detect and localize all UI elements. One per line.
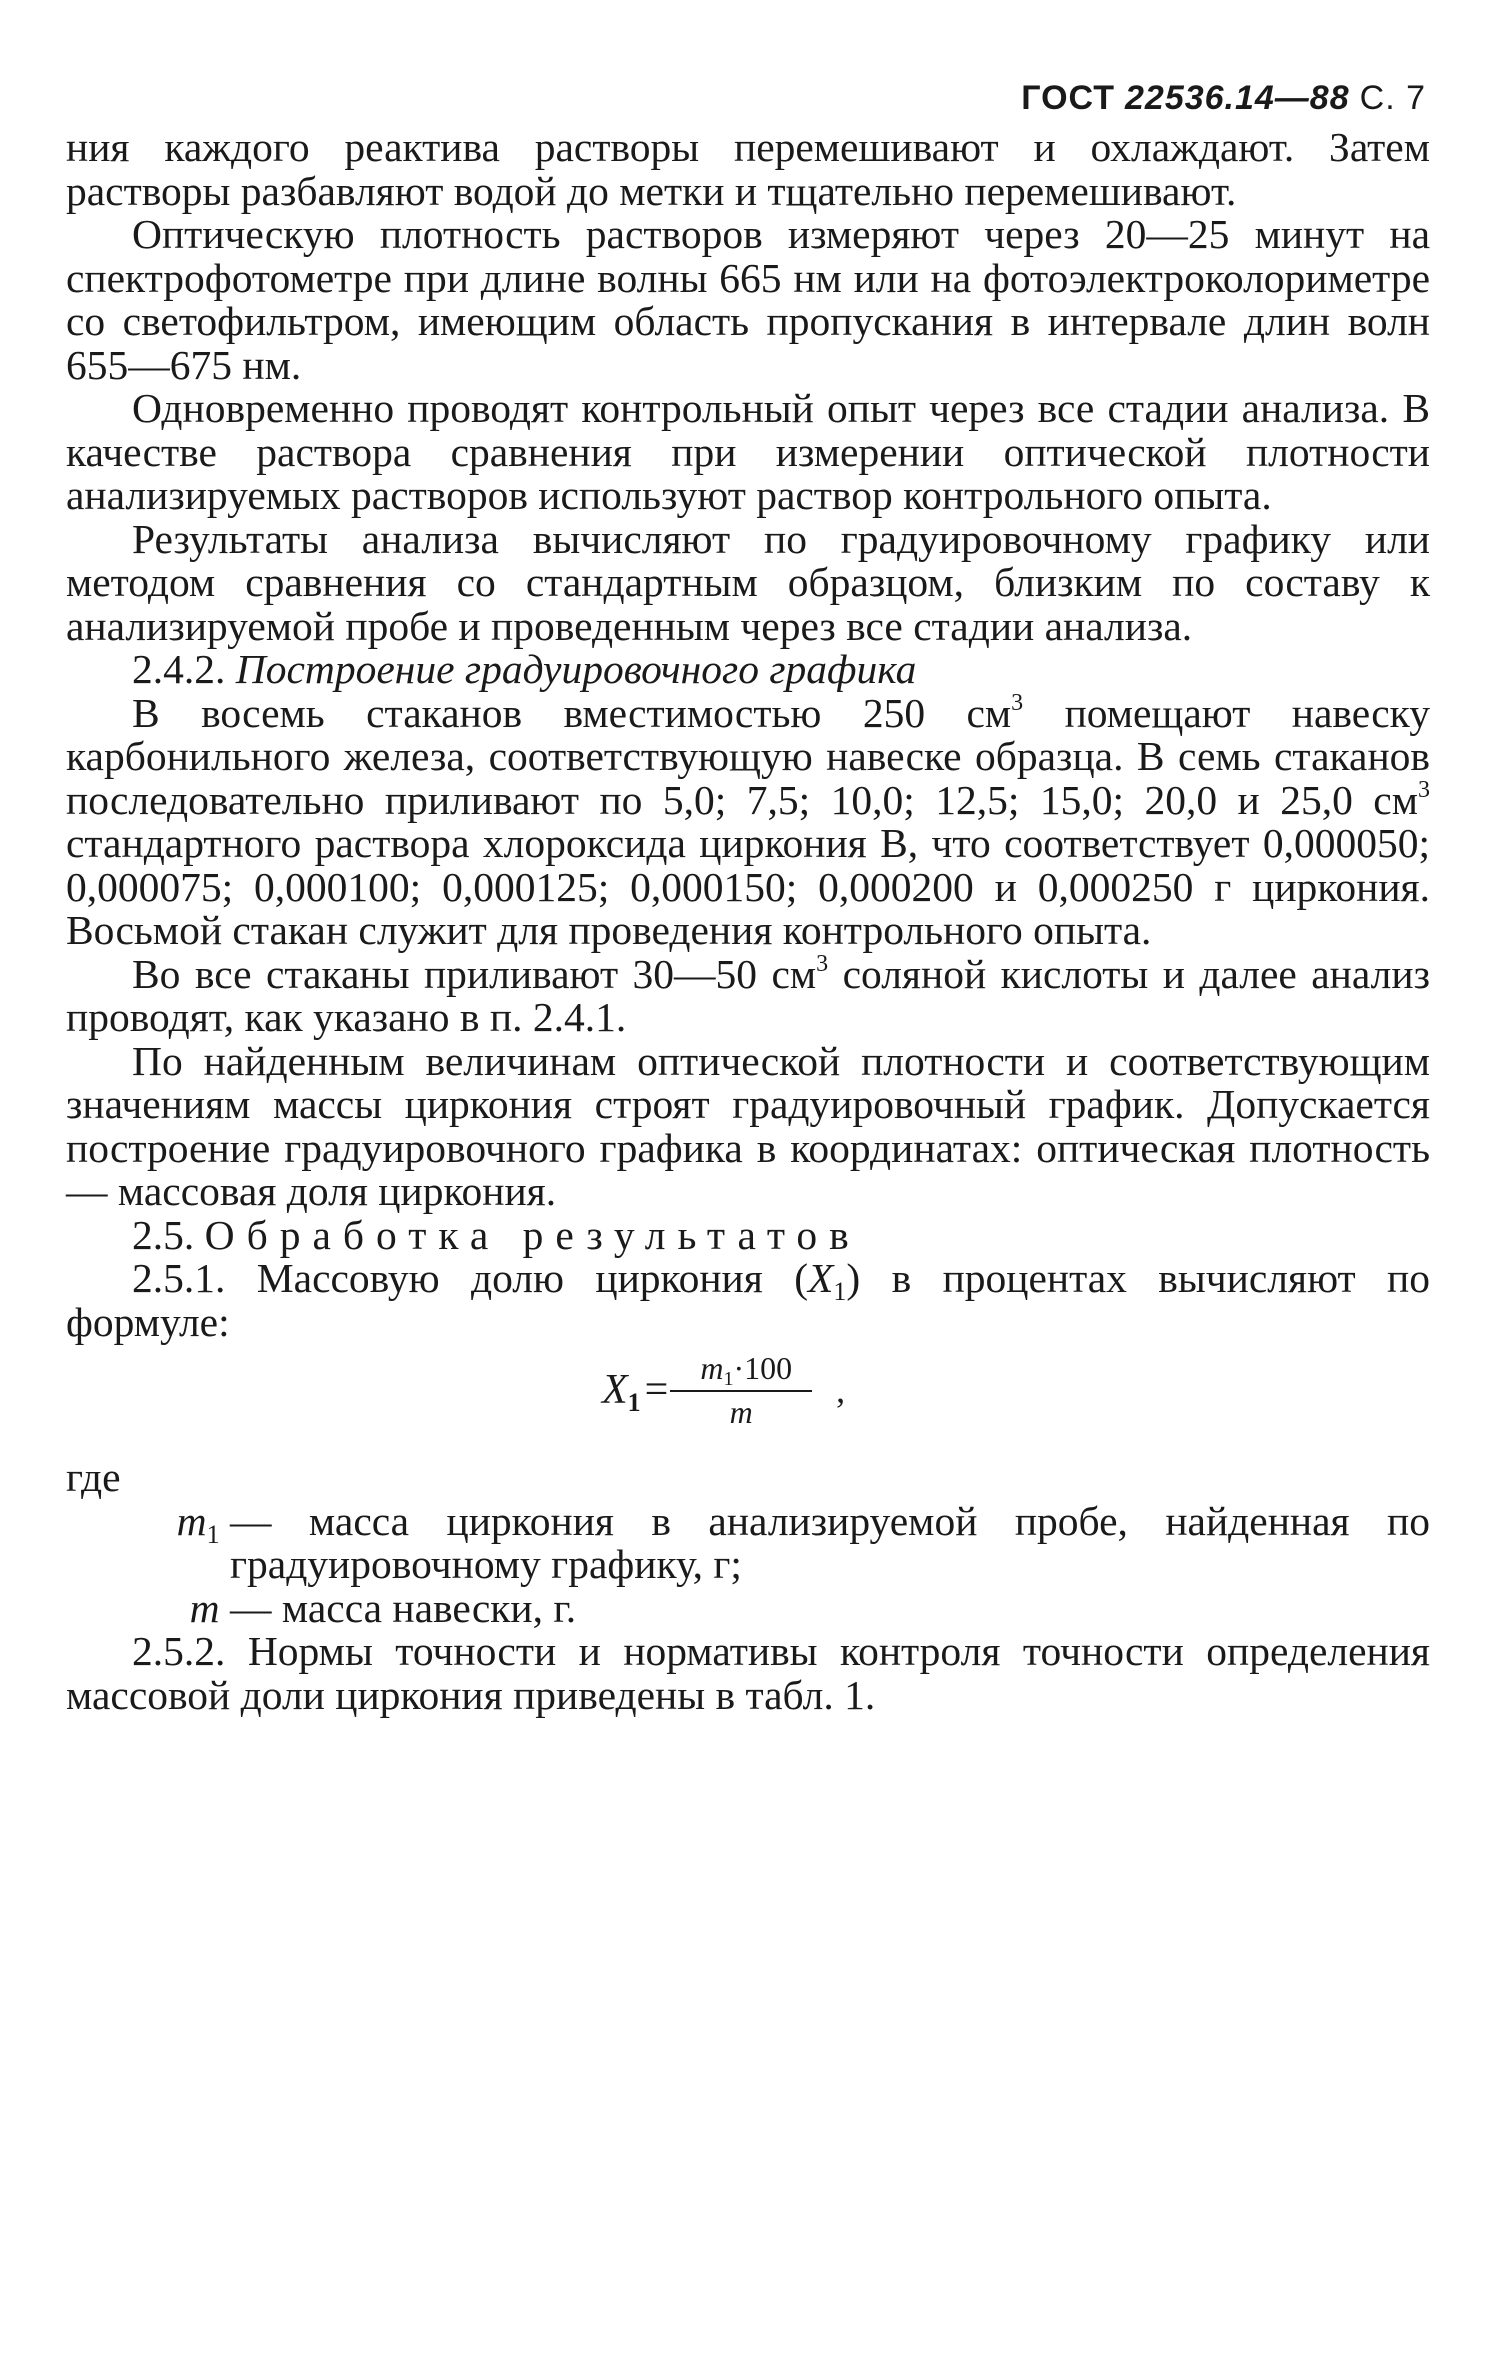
subscript: 1 — [833, 1277, 847, 1306]
text-fragment: соляной кислоты и далее анализ проводят, как указано в п. 2.4.1. — [66, 950, 1430, 1040]
paragraph-acid-addition — [66, 950, 1430, 1040]
symbol-index: 1 — [206, 1519, 220, 1549]
section-heading-2-4-2 — [66, 648, 1430, 692]
superscript: 3 — [816, 950, 829, 977]
numerator-symbol: m — [700, 1350, 724, 1386]
paragraph-calibration-graph: По найденным величинам оптической плотности и соответствующим значениям массы циркония строят градуировочный график. Допускается построение градуировочного графика в координатах: оптическая плотность — массовая доля циркония. — [66, 1037, 1430, 1214]
formula-comma: , — [836, 1370, 846, 1410]
numerator-index: 1 — [723, 1368, 734, 1390]
formula-lhs — [602, 1366, 641, 1417]
superscript: 3 — [1418, 776, 1430, 803]
where-label: где — [66, 1454, 121, 1500]
paragraph-continuation: ния каждого реактива растворы перемешивают и охлаждают. Затем растворы разбавляют водой до метки и тщательно перемешивают. — [66, 124, 1430, 214]
document-page — [66, 70, 1430, 1717]
section-number: 2.5. — [132, 1211, 195, 1258]
paragraph-mass-fraction — [66, 1257, 1430, 1344]
section-title: Обработка результатов — [204, 1211, 861, 1258]
text-fragment: Во все стаканы приливают 30—50 см — [132, 950, 817, 997]
section-heading-2-5 — [66, 1211, 1430, 1258]
section-title: Построение градуировочного графика — [235, 646, 917, 692]
text-fragment: стандартного раствора хлороксида циркония В, что соответствует 0,000050; 0,000075; 0,000100; 0,000125; 0,000150; 0,000200 и 0,000250 г циркония. Восьмой стакан служит для проведения контрольного опыта. — [66, 820, 1430, 953]
paragraph-optical-density: Оптическую плотность растворов измеряют через 20—25 минут на спектрофотометре при длине волны 665 нм или на фотоэлектроколориметре со светофильтром, имеющим область пропускания в интервале длин волн 655—675 нм. — [66, 211, 1430, 388]
header-standard: ГОСТ — [1021, 79, 1115, 117]
definition-text: — масса циркония в анализируемой пробе, найденная по градуировочному графику, г; — [230, 1497, 1430, 1587]
text-fragment: ) в процентах вычисляют по формуле: — [66, 1255, 1430, 1345]
definition-m — [66, 1584, 1430, 1631]
definition-text: — масса навески, г. — [230, 1584, 577, 1631]
text-fragment: 2.5.1. Массовую долю циркония ( — [132, 1255, 809, 1301]
formula-fraction — [670, 1350, 812, 1430]
formula-lhs-symbol: X — [602, 1367, 628, 1413]
paragraph-calibration-procedure — [66, 689, 1430, 953]
header-number: 22536.14—88 — [1125, 79, 1350, 117]
formula-equals: = — [644, 1367, 669, 1413]
numerator-rest: ·100 — [733, 1350, 793, 1386]
where-row — [66, 1456, 1430, 1500]
symbol-x: X — [808, 1255, 834, 1301]
definition-symbol — [66, 1584, 230, 1631]
formula-numerator — [670, 1350, 812, 1392]
formula — [602, 1350, 845, 1430]
formula-block — [66, 1344, 1430, 1456]
superscript: 3 — [1011, 689, 1024, 716]
definition-m1 — [66, 1497, 1430, 1587]
paragraph-results: Результаты анализа вычисляют по градуировочному графику или методом сравнения со стандартным образцом, близким по составу к анализируемой пробе и проведенным через все стадии анализа. — [66, 515, 1430, 649]
paragraph-control-experiment: Одновременно проводят контрольный опыт через все стадии анализа. В качестве раствора сравнения при измерении оптической плотности анализируемых растворов используют раствор контрольного опыта. — [66, 385, 1430, 518]
definition-symbol — [66, 1497, 230, 1587]
symbol-m: m — [176, 1497, 207, 1544]
page-header — [66, 70, 1430, 126]
formula-lhs-index: 1 — [627, 1388, 641, 1417]
formula-denominator: m — [729, 1394, 753, 1430]
symbol-m: m — [189, 1584, 220, 1631]
section-number: 2.4.2. — [132, 646, 226, 692]
header-page-label: С. 7 — [1359, 79, 1426, 117]
text-fragment: помещают навеску карбонильного железа, соответствующую навеске образца. В семь стаканов последовательно приливают по 5,0; 7,5; 10,0; 12,5; 15,0; 20,0 и 25,0 см — [66, 689, 1430, 823]
paragraph-accuracy-norms: 2.5.2. Нормы точности и нормативы контроля точности определения массовой доли циркония приведены в табл. 1. — [66, 1628, 1430, 1718]
text-fragment: В восемь стаканов вместимостью 250 см — [132, 689, 1012, 736]
